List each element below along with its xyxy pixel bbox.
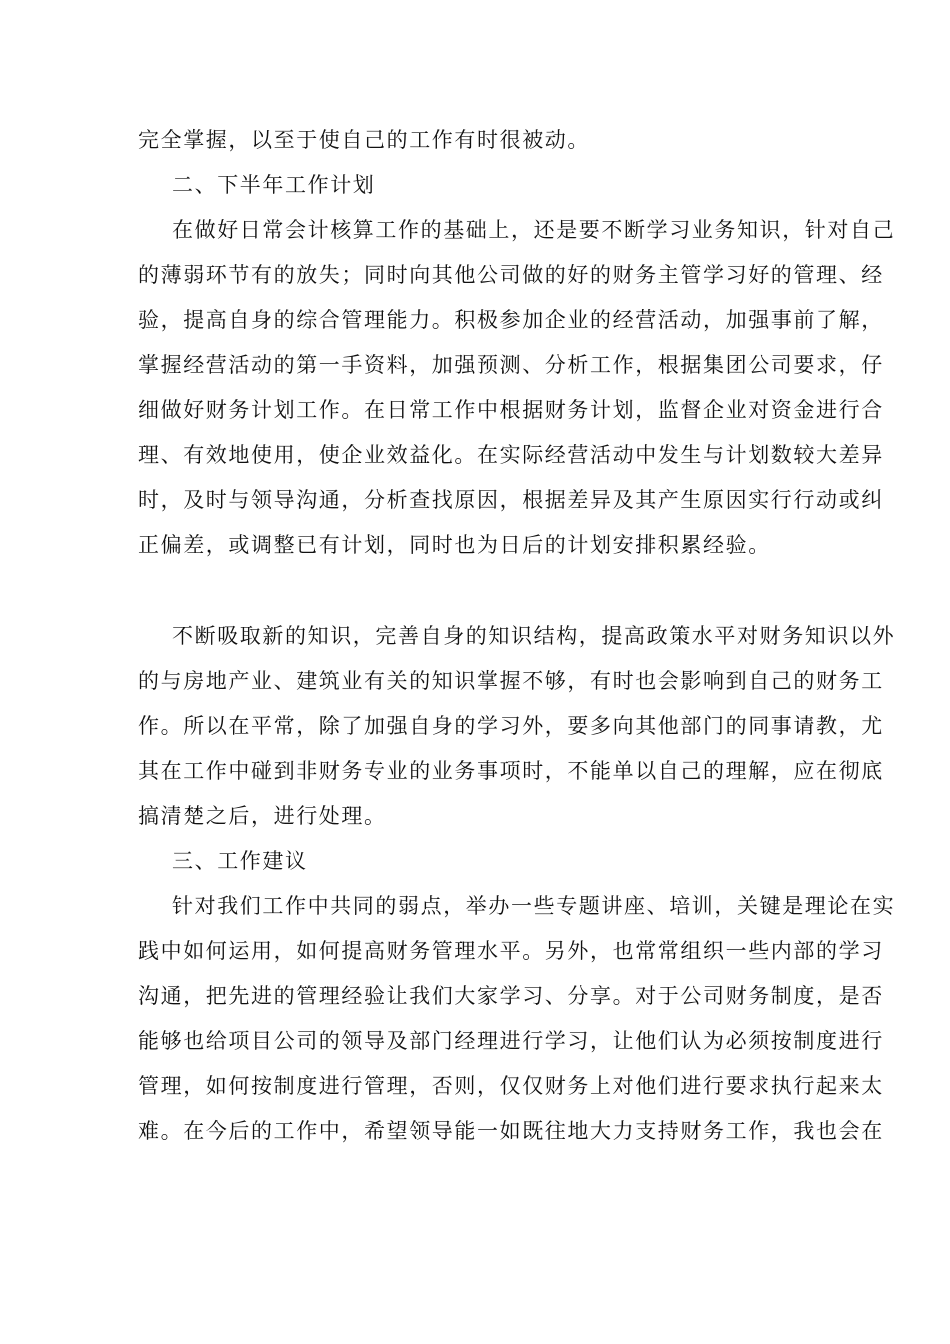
text-line: 的薄弱环节有的放失；同时向其他公司做的好的财务主管学习好的管理、经 [138,263,884,287]
section-heading-suggestions [138,839,828,884]
paragraph-suggestions [138,884,896,1154]
text-line: 理、有效地使用，使企业效益化。在实际经营活动中发生与计划数较大差异 [138,443,884,467]
paragraph-plan-2 [138,614,896,839]
section-heading-plan [138,163,828,208]
text-line: 其在工作中碰到非财务专业的业务事项时，不能单以自己的理解，应在彻底 [138,759,884,783]
text-line: 沟通，把先进的管理经验让我们大家学习、分享。对于公司财务制度，是否 [138,984,884,1008]
text-line: 验，提高自身的综合管理能力。积极参加企业的经营活动，加强事前了解， [138,308,884,332]
text-line: 正偏差，或调整已有计划，同时也为日后的计划安排积累经验。 [138,533,771,557]
text-line: 践中如何运用，如何提高财务管理水平。另外，也常常组织一些内部的学习 [138,939,884,963]
text-line: 不断吸取新的知识，完善自身的知识结构，提高政策水平对财务知识以外 [172,624,896,648]
text-line: 掌握经营活动的第一手资料，加强预测、分析工作，根据集团公司要求，仔 [138,353,884,377]
text-line: 细做好财务计划工作。在日常工作中根据财务计划，监督企业对资金进行合 [138,398,884,422]
paragraph-plan-1 [138,208,896,568]
text-line: 搞清楚之后，进行处理。 [138,804,387,828]
text-line: 针对我们工作中共同的弱点，举办一些专题讲座、培训，关键是理论在实 [172,894,896,918]
text-line: 难。在今后的工作中，希望领导能一如既往地大力支持财务工作，我也会在 [138,1119,884,1143]
text-line: 时，及时与领导沟通，分析查找原因，根据差异及其产生原因实行行动或纠 [138,488,884,512]
text-line: 在做好日常会计核算工作的基础上，还是要不断学习业务知识，针对自己 [172,218,896,242]
heading-text: 二、下半年工作计划 [172,173,376,197]
text-line: 完全掌握，以至于使自己的工作有时很被动。 [138,128,590,152]
text-line: 管理，如何按制度进行管理，否则，仅仅财务上对他们进行要求执行起来太 [138,1074,884,1098]
text-line: 能够也给项目公司的领导及部门经理进行学习，让他们认为必须按制度进行 [138,1029,884,1053]
paragraph-continuation [138,118,828,163]
heading-text: 三、工作建议 [172,849,308,873]
text-line: 作。所以在平常，除了加强自身的学习外，要多向其他部门的同事请教，尤 [138,714,884,738]
text-line: 的与房地产业、建筑业有关的知识掌握不够，有时也会影响到自己的财务工 [138,669,884,693]
